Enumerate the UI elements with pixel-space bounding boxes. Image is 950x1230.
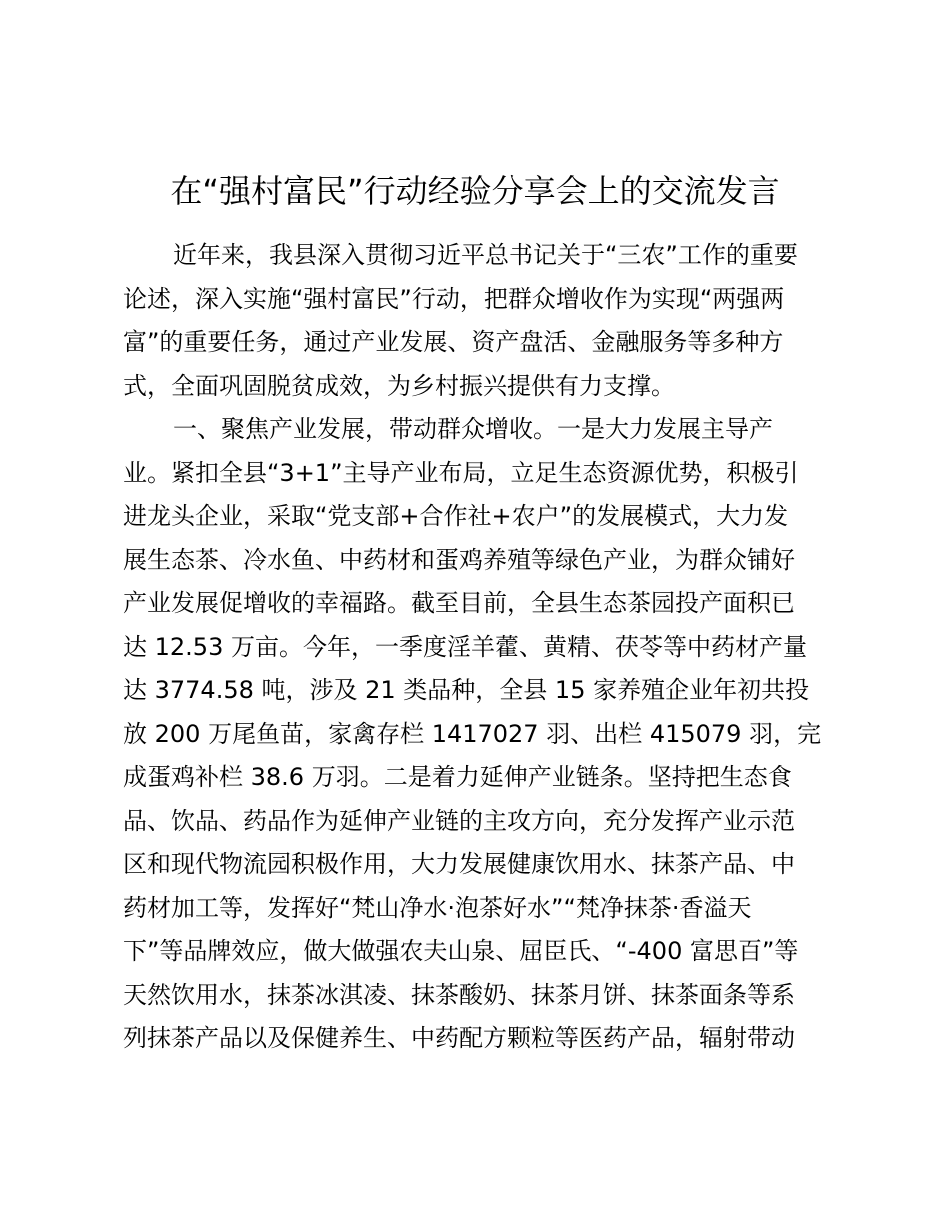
text-line: 产业发展促增收的幸福路。截至目前，全县生态茶园投产面积已 [123, 589, 795, 617]
text-line: 一、聚焦产业发展，带动群众增收。一是大力发展主导产 [173, 415, 773, 443]
text-line: 达 12.53 万亩。今年，一季度淫羊藿、黄精、茯苓等中药材产量 [123, 632, 807, 661]
text-line: 下”等品牌效应，做大做强农夫山泉、屈臣氏、“-400 富思百”等 [123, 937, 799, 965]
text-line: 天然饮用水，抹茶冰淇凌、抹茶酸奶、抹茶月饼、抹茶面条等系 [123, 980, 795, 1009]
document-title: 在“强村富民”行动经验分享会上的交流发言 [170, 172, 780, 210]
text-line: 富”的重要任务，通过产业发展、资产盘活、金融服务等多种方 [123, 328, 784, 356]
text-line: 成蛋鸡补栏 38.6 万羽。二是着力延伸产业链条。坚持把生态食 [123, 763, 792, 791]
text-line: 近年来，我县深入贯彻习近平总书记关于“三农”工作的重要 [173, 241, 798, 269]
text-line: 列抹茶产品以及保健养生、中药配方颗粒等医药产品，辐射带动 [123, 1024, 795, 1052]
text-line: 达 3774.58 吨，涉及 21 类品种，全县 15 家养殖企业年初共投 [123, 676, 810, 704]
text-line: 式，全面巩固脱贫成效，为乡村振兴提供有力支撑。 [123, 371, 675, 400]
text-line: 论述，深入实施“强村富民”行动，把群众增收作为实现“两强两 [123, 284, 785, 313]
text-line: 品、饮品、药品作为延伸产业链的主攻方向，充分发挥产业示范 [123, 806, 795, 835]
text-line: 放 200 万尾鱼苗，家禽存栏 1417027 羽、出栏 415079 羽，完 [123, 719, 822, 748]
document-body [123, 234, 843, 1061]
text-line: 进龙头企业，采取“党支部+合作社+农户”的发展模式，大力发 [123, 502, 789, 530]
text-line: 药材加工等，发挥好“梵山净水·泡茶好水”“梵净抹茶·香溢天 [123, 893, 752, 922]
text-line: 区和现代物流园积极作用，大力发展健康饮用水、抹茶产品、中 [123, 850, 795, 878]
text-line: 展生态茶、冷水鱼、中药材和蛋鸡养殖等绿色产业，为群众铺好 [123, 545, 795, 574]
text-line: 业。紧扣全县“3+1”主导产业布局，立足生态资源优势，积极引 [123, 458, 799, 487]
